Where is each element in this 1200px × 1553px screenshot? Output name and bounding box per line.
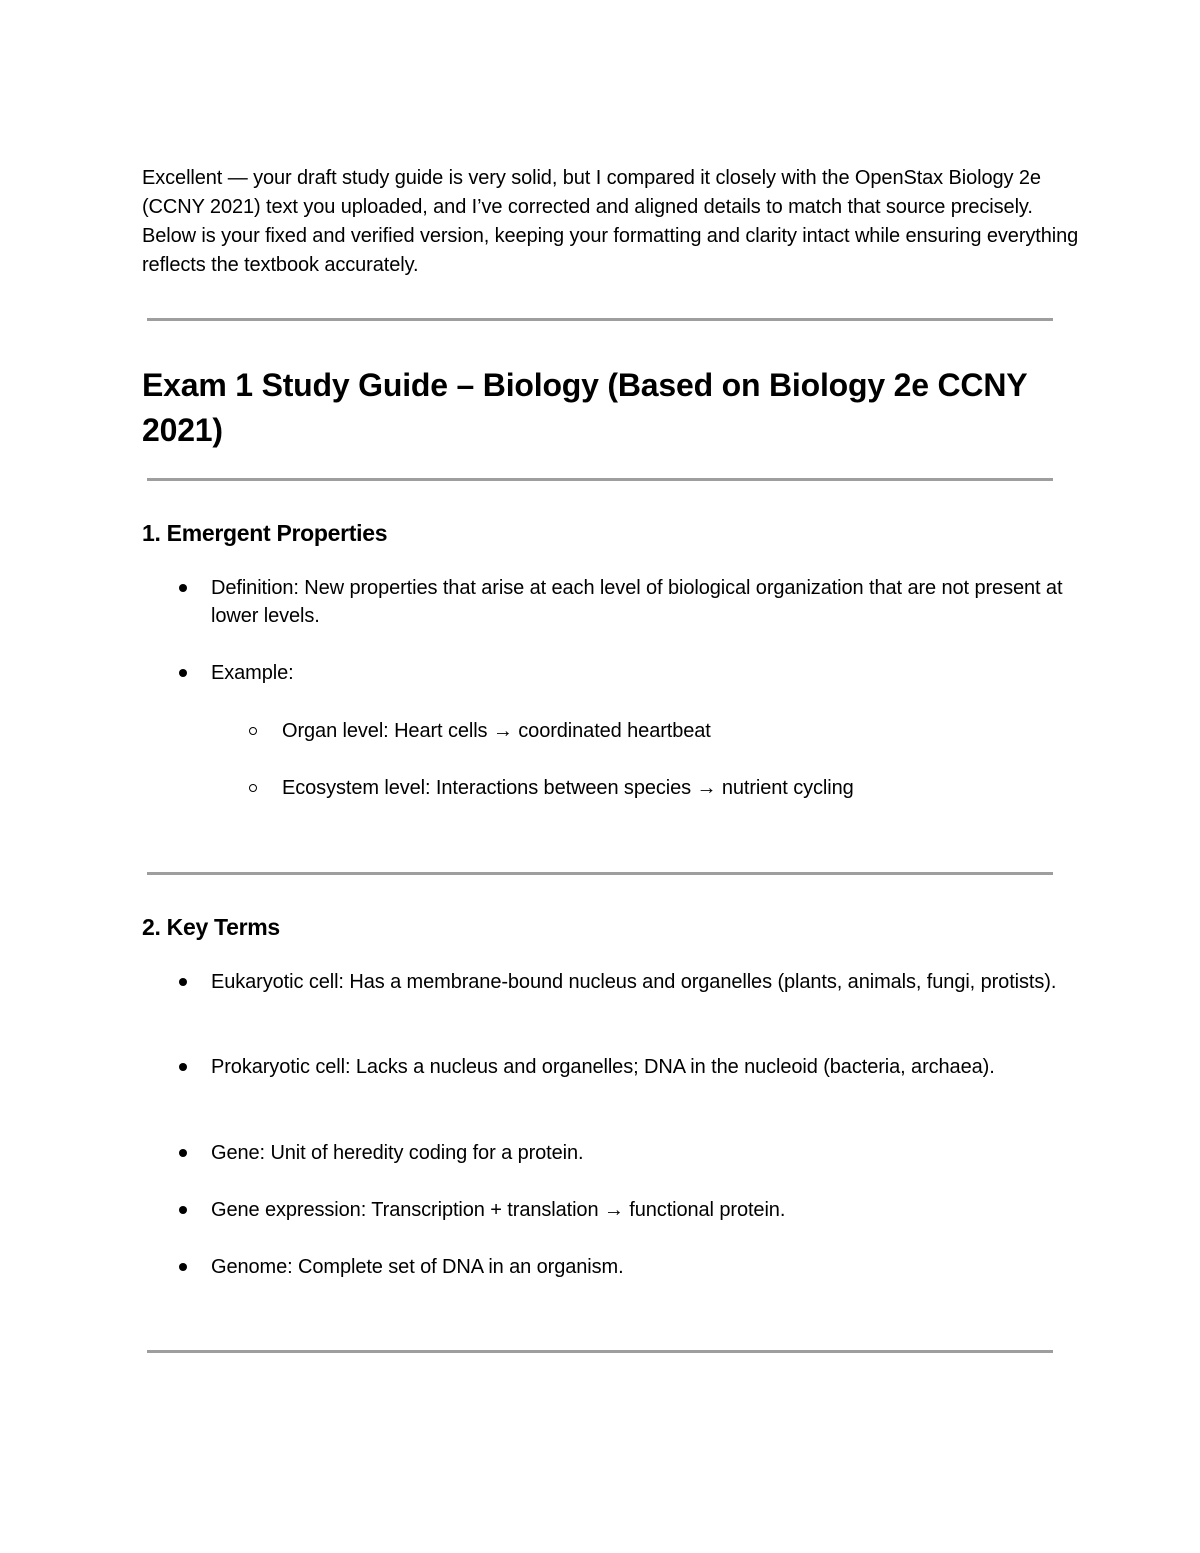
sub-list-item: Ecosystem level: Interactions between species → nutrient cycling	[282, 774, 1062, 802]
intro-paragraph: Excellent — your draft study guide is very solid, but I compared it closely with the OpenStax Biology 2e (CCNY 2021) text you uploaded, and I’ve corrected and aligned details to match that source precisely. Below is your fixed and verified version, keeping your formatting and clarity intact while ensuring everything reflects the textbook accurately.	[142, 167, 1079, 276]
section-heading-emergent-properties: 1. Emergent Properties	[142, 520, 388, 546]
section-heading-key-terms: 2. Key Terms	[142, 914, 280, 940]
list-item: Eukaryotic cell: Has a membrane-bound nucleus and organelles (plants, animals, fungi, protists).	[211, 968, 1071, 996]
list-item: Definition: New properties that arise at each level of biological organization that are not present at lower levels.	[211, 574, 1071, 630]
document-title: Exam 1 Study Guide – Biology (Based on Biology 2e CCNY 2021)	[142, 367, 1027, 448]
list-item: Example:	[211, 659, 1071, 687]
horizontal-divider	[147, 872, 1053, 875]
list-item: Gene expression: Transcription + translation → functional protein.	[211, 1196, 1071, 1224]
horizontal-divider	[147, 318, 1053, 321]
list-item: Genome: Complete set of DNA in an organism.	[211, 1253, 1071, 1281]
list-item: Prokaryotic cell: Lacks a nucleus and organelles; DNA in the nucleoid (bacteria, archaea).	[211, 1053, 1071, 1081]
sub-list-item: Organ level: Heart cells → coordinated heartbeat	[282, 717, 1062, 745]
horizontal-divider	[147, 478, 1053, 481]
horizontal-divider	[147, 1350, 1053, 1353]
list-item: Gene: Unit of heredity coding for a protein.	[211, 1139, 1071, 1167]
